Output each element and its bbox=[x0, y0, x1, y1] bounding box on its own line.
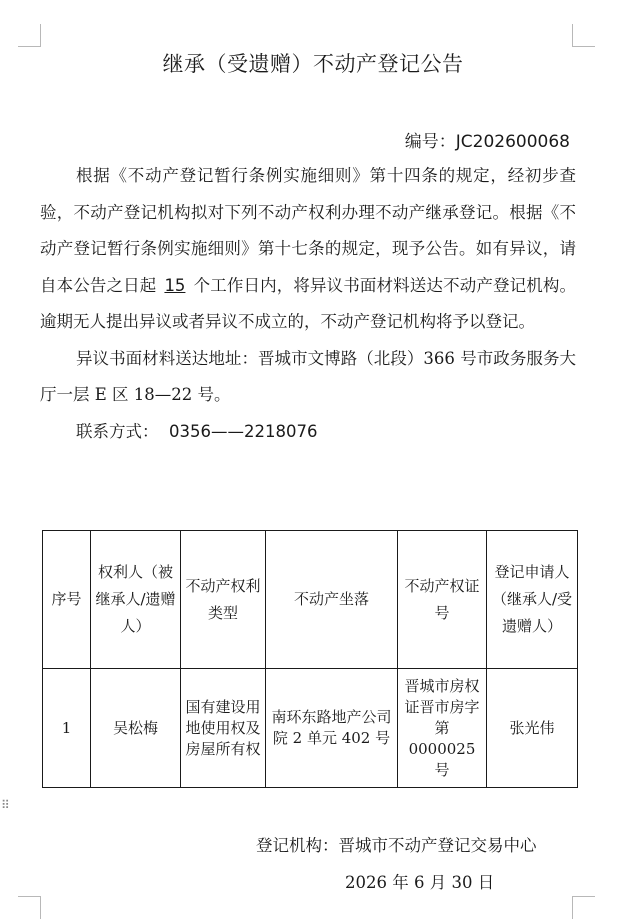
table-header-row bbox=[43, 531, 578, 669]
cell-applicant: 张光伟 bbox=[487, 669, 578, 788]
cell-right-type: 国有建设用地使用权及房屋所有权 bbox=[181, 669, 266, 788]
notice-date: 2026 年 6 月 30 日 bbox=[345, 873, 495, 892]
table-row bbox=[43, 669, 578, 788]
contact-phone: 0356——2218076 bbox=[169, 421, 318, 441]
document-number: 编号：JC202600068 bbox=[404, 132, 570, 152]
contact-paragraph bbox=[40, 414, 576, 451]
cell-serial: 1 bbox=[43, 669, 91, 788]
drag-handle-icon[interactable]: ⠿ bbox=[1, 798, 8, 812]
address-paragraph: 异议书面材料送达地址：晋城市文博路（北段）366 号市政务服务大厅一层 E 区 18—22 号。 bbox=[40, 348, 576, 404]
header-applicant: 登记申请人（继承人/受遗赠人） bbox=[487, 531, 578, 669]
crop-mark-top-left bbox=[18, 24, 41, 47]
header-right-type: 不动产权利类型 bbox=[181, 531, 266, 669]
cell-certificate-number: 晋城市房权证晋市房字第 0000025 号 bbox=[398, 669, 487, 788]
header-right-holder: 权利人（被继承人/遗赠人） bbox=[91, 531, 181, 669]
notice-title: 继承（受遗赠）不动产登记公告 bbox=[162, 52, 464, 76]
header-location: 不动产坐落 bbox=[266, 531, 398, 669]
objection-days: 15 bbox=[164, 275, 186, 295]
crop-mark-top-right bbox=[572, 24, 595, 47]
paragraph-text-b: 个工作日内，将异议书面材料送达不动产登记机构。逾期无人提出异议或者异议不成立的，不动产登记机构将予以登记。 bbox=[40, 275, 577, 331]
notice-paragraph bbox=[40, 158, 576, 341]
header-serial: 序号 bbox=[43, 531, 91, 669]
cell-location: 南环东路地产公司院 2 单元 402 号 bbox=[266, 669, 398, 788]
registration-table bbox=[42, 530, 578, 788]
header-certificate-number: 不动产权证号 bbox=[398, 531, 487, 669]
notice-body bbox=[40, 158, 576, 450]
cell-right-holder: 吴松梅 bbox=[91, 669, 181, 788]
contact-label: 联系方式： bbox=[76, 421, 159, 441]
crop-mark-bottom-right bbox=[572, 896, 595, 919]
issuing-authority: 登记机构：晋城市不动产登记交易中心 bbox=[256, 836, 537, 855]
paragraph-text-a: 根据《不动产登记暂行条例实施细则》第十四条的规定，经初步查验，不动产登记机构拟对下列不动产权利办理不动产继承登记。根据《不动产登记暂行条例实施细则》第十七条的规定，现予公告。如有异议，请自本公告之日起 bbox=[40, 166, 576, 295]
crop-mark-bottom-left bbox=[18, 896, 41, 919]
